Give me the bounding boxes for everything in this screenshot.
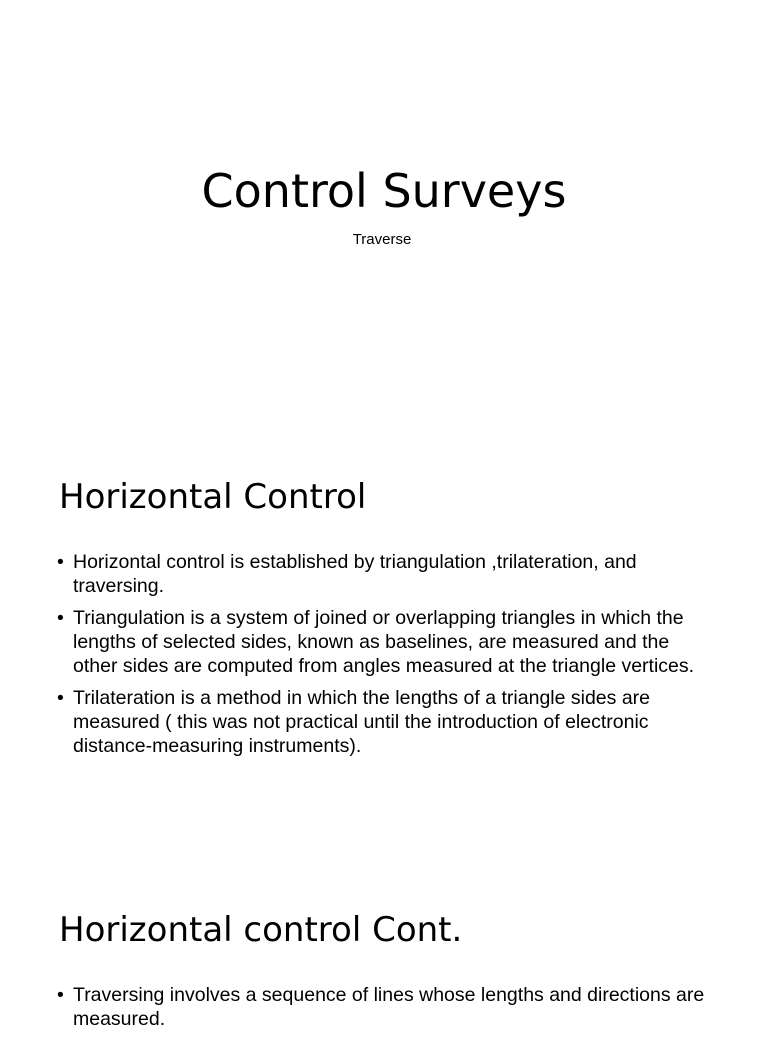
bullet-text: Trilateration is a method in which the lengths of a triangle sides are measured ( this was not practical until the introduction of electronic distance-measuring instruments).: [73, 687, 651, 757]
slide-title: Control Surveys: [201, 164, 567, 218]
bullet-list: [57, 983, 707, 1039]
bullet-text: Triangulation is a system of joined or overlapping triangles in which the lengths of selected sides, known as baselines, are measured and the other sides are computed from angles measured at the triangle vertices.: [73, 607, 695, 677]
bullet-marker: •: [57, 984, 64, 1006]
slide-heading: Horizontal control Cont.: [59, 910, 463, 950]
bullet-text: Traversing involves a sequence of lines whose lengths and directions are measured.: [73, 984, 705, 1030]
slide-heading: Horizontal Control: [59, 477, 367, 517]
bullet-list: [57, 550, 707, 766]
bullet-marker: •: [57, 607, 64, 629]
bullet-item: [57, 606, 707, 678]
bullet-item: [57, 686, 707, 758]
slide-subtitle: Traverse: [352, 231, 412, 248]
bullet-text: Horizontal control is established by triangulation ,trilateration, and traversing.: [73, 551, 637, 597]
bullet-item: [57, 550, 707, 598]
bullet-marker: •: [57, 551, 64, 573]
bullet-marker: •: [57, 687, 64, 709]
